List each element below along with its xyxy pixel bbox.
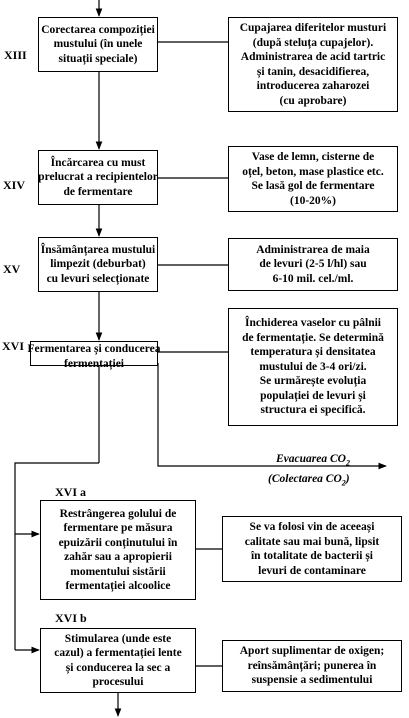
note-box-xv xyxy=(228,238,398,291)
note-line: Închiderea vaselor cu pâlnii xyxy=(245,317,381,330)
step-label-xvi: XVI xyxy=(2,339,25,353)
note-line: de fermentație. Se determină xyxy=(242,331,384,344)
note-line: suspensie a sedimentului xyxy=(251,674,373,687)
note-line: (cu aprobare) xyxy=(279,94,347,107)
note-line: Se lasă gol de fermentare xyxy=(251,180,375,192)
note-box-xiii xyxy=(228,17,398,112)
process-line: mustului (în unele xyxy=(53,38,143,51)
process-box-xvi-b xyxy=(40,628,196,693)
note-box-xvi-b xyxy=(222,640,402,692)
process-line: Fermentarea și conducerea xyxy=(27,343,161,355)
note-line: (10-20%) xyxy=(290,194,336,207)
note-line: populației de levuri și xyxy=(260,389,366,402)
note-line: 6-10 mil. cel./ml. xyxy=(272,272,354,285)
process-line: cu levuri selecționate xyxy=(46,272,150,285)
process-box-xiii xyxy=(38,17,158,72)
process-line: Însămânțarea mustului xyxy=(40,243,156,256)
process-box-xvi xyxy=(27,341,161,370)
co2-subscript: 2 xyxy=(345,458,350,468)
note-line: levuri de contaminare xyxy=(258,564,366,577)
note-line: structura ei specifică. xyxy=(260,404,366,417)
process-line: cazul) a fermentației lente xyxy=(54,647,182,659)
note-line: oțel, beton, mase plastice etc. xyxy=(242,165,384,178)
process-line: fermentației xyxy=(63,357,125,370)
process-box-xvi-a xyxy=(40,500,196,600)
process-line: limpezit (deburbat) xyxy=(50,258,146,271)
note-box-xvi-a xyxy=(222,516,402,582)
co2-line-2: (Colectarea CO xyxy=(268,473,342,485)
process-line: epuizării conținutului în xyxy=(58,536,178,549)
note-line: și tanin, desacidifierea, xyxy=(256,65,370,78)
note-box-xvi xyxy=(228,308,398,426)
process-line: prelucrat a recipientelor xyxy=(38,171,158,184)
process-line: și conducerea la sec a xyxy=(65,661,171,674)
process-line: Restrângerea golului de xyxy=(59,507,177,520)
co2-close: ) xyxy=(345,473,350,485)
process-line: procesului xyxy=(92,676,144,688)
note-line: Administrarea de maia xyxy=(256,243,370,256)
note-line: de levuri (2-5 l/hl) sau xyxy=(259,258,367,271)
step-label-xiii: XIII xyxy=(4,48,27,62)
note-box-xiv xyxy=(228,146,398,212)
note-line: mustului de 3-4 ori/zi. xyxy=(259,360,367,373)
note-line: în totalitate de bacterii și xyxy=(250,550,373,562)
note-line: Se urmărește evoluția xyxy=(259,375,367,388)
process-line: Încărcarea cu must xyxy=(50,156,146,169)
process-line: momentului sistării xyxy=(70,565,166,578)
note-line: calitate sau mai bună, lipsit xyxy=(244,535,380,548)
note-line: reînsămânțări; punerea în xyxy=(247,659,377,672)
process-line: fermentației alcoolice xyxy=(65,580,171,592)
co2-subscript: 2 xyxy=(341,478,346,488)
note-line: Se va folosi vin de aceeași xyxy=(249,521,375,533)
co2-line-1: Evacuarea CO xyxy=(276,453,346,465)
process-line: zahăr sau a apropierii xyxy=(64,551,172,563)
co2-evacuation-label xyxy=(276,452,350,467)
process-line: Corectarea compoziției xyxy=(41,23,155,36)
process-line: fermentare pe măsura xyxy=(63,522,173,534)
note-line: Vase de lemn, cisterne de xyxy=(251,151,375,163)
note-line: Administrarea de acid tartric xyxy=(240,51,386,63)
process-line: de fermentare xyxy=(63,185,133,198)
note-line: temperatura și densitatea xyxy=(250,346,376,359)
note-line: Cupajarea diferitelor musturi xyxy=(239,22,387,34)
process-line: situații speciale) xyxy=(58,52,138,65)
note-line: introducerea zaharozei xyxy=(256,80,370,92)
step-label-xvi-b: XVI b xyxy=(55,611,87,625)
step-label-xv: XV xyxy=(3,262,21,276)
process-box-xv xyxy=(38,237,158,292)
note-line: Aport suplimentar de oxigen; xyxy=(239,645,385,658)
process-box-xiv xyxy=(38,150,158,205)
step-label-xiv: XIV xyxy=(3,178,26,192)
step-label-xvi-a: XVI a xyxy=(55,485,87,499)
note-line: (după steluța cupajelor). xyxy=(252,36,374,49)
co2-collection-label xyxy=(268,472,350,487)
process-line: Stimularea (unde este xyxy=(64,632,172,645)
